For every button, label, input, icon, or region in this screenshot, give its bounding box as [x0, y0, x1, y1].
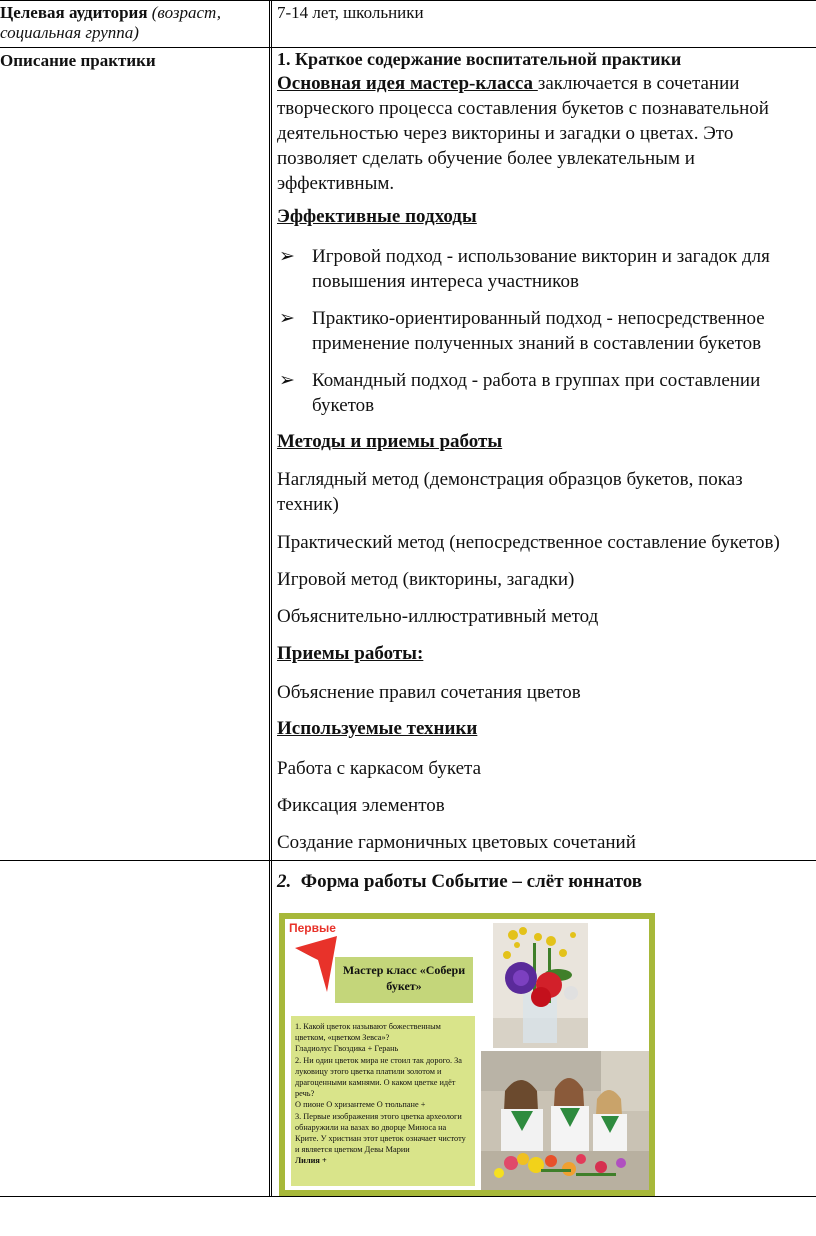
slide-title: Мастер класс «Собери букет»: [335, 957, 473, 1003]
main-idea-label: Основная идея мастер-класса: [277, 73, 538, 94]
method-item: Наглядный метод (демонстрация образцов букетов, показ техник): [277, 469, 743, 515]
approaches-heading: Эффективные подходы: [277, 206, 477, 227]
quiz-question: 1. Какой цветок называют божественным цветком, «цветком Зевса»?: [295, 1022, 441, 1043]
row2-bottom-border: [0, 860, 816, 861]
quiz-answer: Лилия +: [295, 1156, 327, 1166]
pervye-logo: Первые: [289, 921, 336, 935]
section1-title: 1. Краткое содержание воспитательной практики: [277, 49, 682, 69]
approach-text: Игровой подход - использование викторин и загадок для повышения интереса участников: [312, 246, 770, 292]
section2-title: [277, 871, 642, 893]
arrow-bullet-icon: ➢: [279, 246, 295, 267]
method-item: Практический метод (непосредственное составление букетов): [277, 532, 780, 553]
practice-description-label: Описание практики: [0, 51, 156, 70]
section2-number: 2.: [277, 871, 292, 892]
table-top-border: [0, 0, 816, 1]
row1-bottom-border: [0, 47, 816, 48]
technique-item: Объяснение правил сочетания цветов: [277, 682, 581, 703]
quiz-options: О пионе О хризантеме О тюльпане +: [295, 1100, 426, 1110]
arrow-bullet-icon: ➢: [279, 308, 295, 329]
main-idea-text: заключается в сочетании творческого процесса составления букетов с познавательной деятельностью через викторины и загадки о цветах. Это позволяет сделать обучение более увлекательным и эффективным.: [277, 73, 769, 194]
bouquet-photo-drawing: [493, 923, 588, 1048]
target-audience-value: 7-14 лет, школьники: [277, 3, 424, 22]
used-technique-item: Создание гармоничных цветовых сочетаний: [277, 832, 636, 853]
method-item: Игровой метод (викторины, загадки): [277, 569, 575, 590]
students-photo: [481, 1051, 649, 1190]
quiz-question: 2. Ни один цветок мира не стоил так дорого. За луковицу этого цветка платили золотом и драгоценными камнями. О каком цветке идёт речь?: [295, 1055, 462, 1099]
slide-canvas: [285, 919, 649, 1190]
red-arrow-icon: [291, 934, 339, 996]
methods-heading: Методы и приемы работы: [277, 431, 503, 452]
arrow-bullet-icon: ➢: [279, 370, 295, 391]
used-techniques-heading: Используемые техники: [277, 718, 478, 739]
method-item: Объяснительно-иллюстративный метод: [277, 606, 599, 627]
quiz-options: Гладиолус Гвоздика + Герань: [295, 1044, 399, 1054]
techniques-heading: Приемы работы:: [277, 643, 424, 664]
approach-text: Практико-ориентированный подход - непосредственное применение полученных знаний в составлении букетов: [312, 308, 765, 354]
used-technique-item: Работа с каркасом букета: [277, 758, 482, 779]
column-divider: [269, 0, 270, 1197]
target-audience-note: (возраст, социальная группа): [0, 3, 221, 42]
table-bottom-border: [0, 1196, 816, 1197]
main-idea-paragraph: [277, 71, 807, 196]
used-technique-item: Фиксация элементов: [277, 795, 445, 816]
masterclass-slide-image: [279, 913, 655, 1196]
students-photo-drawing: [481, 1051, 649, 1190]
section2-text: Форма работы Событие – слёт юннатов: [300, 871, 643, 892]
quiz-question: 3. Первые изображения этого цветка археологи обнаружили на вазах во дворце Миноса на Крите. У христиан этот цветок означает чистоту и является цветком Девы Марии: [295, 1111, 466, 1155]
target-audience-title: Целевая аудитория: [0, 3, 148, 22]
target-audience-label: [0, 3, 262, 43]
approach-text: Командный подход - работа в группах при составлении букетов: [312, 370, 761, 416]
bouquet-photo: [493, 923, 588, 1048]
quiz-box: [291, 1016, 475, 1186]
column-divider-inner: [271, 0, 272, 1197]
